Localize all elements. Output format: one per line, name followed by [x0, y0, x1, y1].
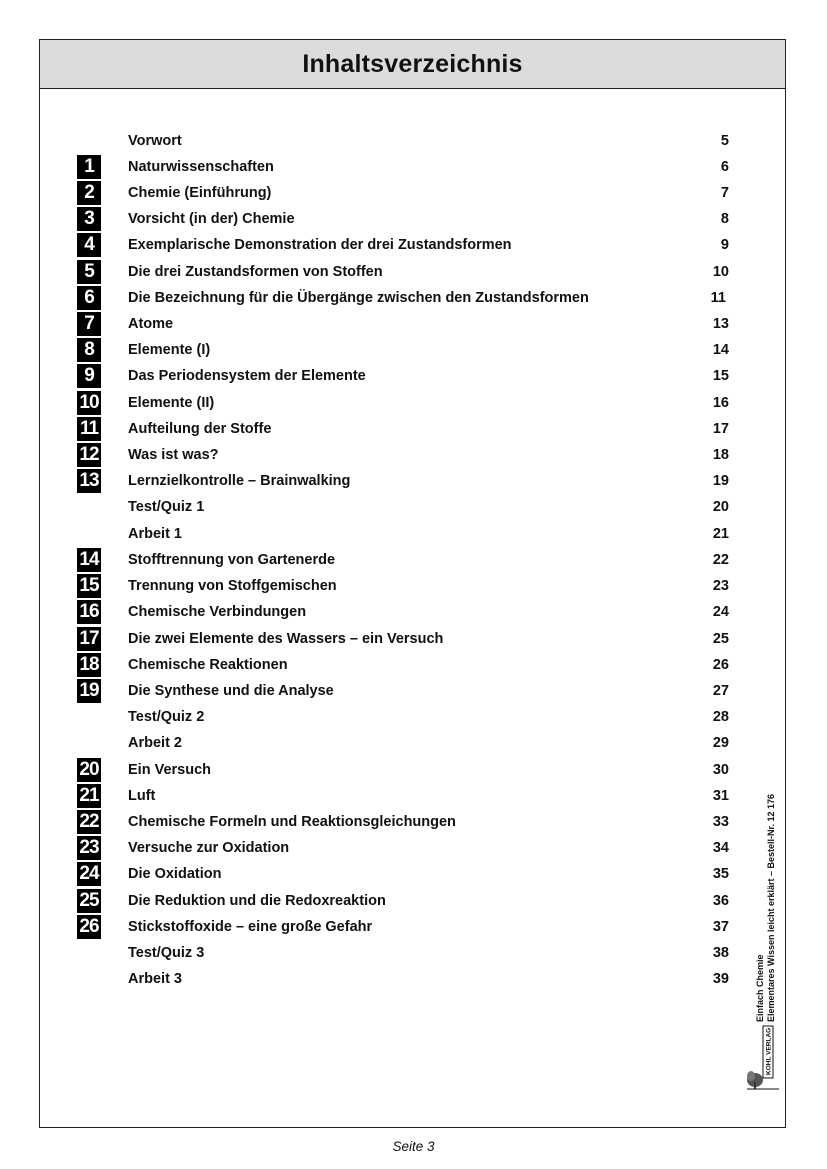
chapter-number-badge: 11: [77, 417, 101, 441]
toc-entry: [40, 654, 785, 680]
toc-entry-page: 19: [712, 473, 729, 489]
toc-entry: [40, 156, 785, 182]
chapter-number-badge: 26: [77, 915, 101, 939]
toc-entry: [40, 261, 785, 287]
chapter-number-badge: 19: [77, 679, 101, 703]
toc-entry-title: Die Synthese und die Analyse: [128, 683, 334, 699]
toc-entry: [40, 759, 785, 785]
toc-entry-page: 11: [710, 290, 726, 306]
chapter-number-badge: 21: [77, 784, 101, 808]
toc-entry-title: Die Reduktion und die Redoxreaktion: [128, 893, 386, 909]
chapter-number-badge: 18: [77, 653, 101, 677]
page-frame: [39, 39, 786, 1128]
toc-entry-page: 24: [712, 604, 729, 620]
toc-entry-page: 39: [712, 971, 729, 987]
toc-entry-page: 34: [712, 840, 729, 856]
page-title: Inhaltsverzeichnis: [302, 49, 523, 78]
toc-entry-page: 9: [720, 237, 729, 253]
toc-entry: [40, 680, 785, 706]
toc-entry-page: 7: [720, 185, 729, 201]
toc-entry-page: 6: [720, 159, 729, 175]
toc-entry-page: 20: [712, 499, 729, 515]
side-caption: [745, 760, 785, 1022]
toc-entry: [40, 811, 785, 837]
toc-entry-page: 5: [720, 133, 729, 149]
publisher-logo: [743, 1020, 783, 1090]
toc-entry-title: Arbeit 3: [128, 971, 182, 987]
tree-logo-icon: [743, 1020, 783, 1090]
toc-entry-page: 8: [720, 211, 729, 227]
toc-entry-title: Die drei Zustandsformen von Stoffen: [128, 264, 383, 280]
toc-entry: [40, 339, 785, 365]
toc-entry-title: Test/Quiz 3: [128, 945, 205, 961]
toc-entry-title: Stofftrennung von Gartenerde: [128, 552, 336, 568]
toc-entry-title: Luft: [128, 788, 156, 804]
toc-entry: [40, 968, 785, 994]
toc-entry-page: 14: [712, 342, 729, 358]
chapter-number-badge: 15: [77, 574, 101, 598]
chapter-number-badge: 20: [77, 758, 101, 782]
toc-entry: [40, 916, 785, 942]
toc-entry-page: 27: [712, 683, 729, 699]
toc-entry-title: Naturwissenschaften: [128, 159, 274, 175]
toc-entry: [40, 365, 785, 391]
side-caption-line2: Elementares Wissen leicht erklärt – Bestell-Nr. 12 176: [766, 793, 776, 1022]
chapter-number-badge: 2: [77, 181, 101, 205]
toc-entry-title: Aufteilung der Stoffe: [128, 421, 272, 437]
toc-entry: [40, 287, 785, 313]
toc-entry: [40, 942, 785, 968]
toc-entry-title: Versuche zur Oxidation: [128, 840, 290, 856]
toc-entry: [40, 470, 785, 496]
chapter-number-badge: 1: [77, 155, 101, 179]
toc-entry-page: 33: [712, 814, 729, 830]
toc-entry-page: 25: [712, 631, 729, 647]
toc-entry: [40, 496, 785, 522]
toc-entry-title: Elemente (I): [128, 342, 211, 358]
chapter-number-badge: 22: [77, 810, 101, 834]
toc-entry-page: 13: [712, 316, 729, 332]
toc-entry-page: 29: [712, 735, 729, 751]
publisher-name: KOHL VERLAG: [765, 1027, 773, 1075]
toc-entry-title: Trennung von Stoffgemischen: [128, 578, 337, 594]
page-number-footer: Seite 3: [392, 1139, 435, 1154]
toc-entry-page: 23: [712, 578, 729, 594]
toc-entry: [40, 575, 785, 601]
chapter-number-badge: 8: [77, 338, 101, 362]
toc-entry-page: 17: [712, 421, 729, 437]
toc-entry: [40, 313, 785, 339]
toc-entry-title: Test/Quiz 2: [128, 709, 205, 725]
chapter-number-badge: 25: [77, 889, 101, 913]
toc-entry: [40, 549, 785, 575]
toc-entry: [40, 234, 785, 260]
chapter-number-badge: 3: [77, 207, 101, 231]
toc-entry: [40, 208, 785, 234]
toc-entry-title: Vorsicht (in der) Chemie: [128, 211, 295, 227]
chapter-number-badge: 17: [77, 627, 101, 651]
chapter-number-badge: 5: [77, 260, 101, 284]
toc-entry-page: 31: [712, 788, 729, 804]
toc-entry: [40, 628, 785, 654]
chapter-number-badge: 14: [77, 548, 101, 572]
toc-entry-title: Die Oxidation: [128, 866, 222, 882]
toc-entry-title: Die Bezeichnung für die Übergänge zwischen den Zustandsformen: [128, 290, 589, 306]
toc-entry: [40, 392, 785, 418]
toc-entry: [40, 444, 785, 470]
toc-entry-title: Vorwort: [128, 133, 182, 149]
title-bar: [40, 40, 785, 89]
toc-entry: [40, 182, 785, 208]
side-caption-line1: Einfach Chemie: [755, 954, 765, 1022]
toc-entry-page: 16: [712, 395, 729, 411]
toc-entry-title: Chemische Verbindungen: [128, 604, 307, 620]
toc-entry: [40, 732, 785, 758]
chapter-number-badge: 24: [77, 862, 101, 886]
toc-entry-title: Die zwei Elemente des Wassers – ein Versuch: [128, 631, 444, 647]
toc-entry: [40, 418, 785, 444]
chapter-number-badge: 9: [77, 364, 101, 388]
toc-entry-title: Chemie (Einführung): [128, 185, 272, 201]
toc-entry-title: Atome: [128, 316, 174, 332]
toc-entry-title: Lernzielkontrolle – Brainwalking: [128, 473, 351, 489]
chapter-number-badge: 12: [77, 443, 101, 467]
toc-entry: [40, 863, 785, 889]
toc-entry-page: 30: [712, 762, 729, 778]
chapter-number-badge: 13: [77, 469, 101, 493]
toc-entry-page: 37: [712, 919, 729, 935]
toc-entry: [40, 785, 785, 811]
toc-entry-page: 22: [712, 552, 729, 568]
toc-entry-title: Stickstoffoxide – eine große Gefahr: [128, 919, 373, 935]
toc-entry-title: Ein Versuch: [128, 762, 212, 778]
toc-entry-title: Chemische Formeln und Reaktionsgleichungen: [128, 814, 456, 830]
toc-entry-title: Das Periodensystem der Elemente: [128, 368, 366, 384]
toc-entry-title: Was ist was?: [128, 447, 219, 463]
toc-entry-title: Test/Quiz 1: [128, 499, 205, 515]
toc-entry-page: 15: [712, 368, 729, 384]
toc-entry-title: Arbeit 1: [128, 526, 182, 542]
toc-entry-title: Arbeit 2: [128, 735, 182, 751]
chapter-number-badge: 16: [77, 600, 101, 624]
toc-entry: [40, 523, 785, 549]
toc-entry: [40, 837, 785, 863]
chapter-number-badge: 4: [77, 233, 101, 257]
toc-entry-title: Elemente (II): [128, 395, 215, 411]
toc-entry-page: 35: [712, 866, 729, 882]
chapter-number-badge: 7: [77, 312, 101, 336]
toc-entry-page: 10: [712, 264, 729, 280]
toc-entry-page: 18: [712, 447, 729, 463]
toc-entry-title: Exemplarische Demonstration der drei Zustandsformen: [128, 237, 512, 253]
chapter-number-badge: 23: [77, 836, 101, 860]
chapter-number-badge: 10: [77, 391, 101, 415]
toc-entry: [40, 130, 785, 156]
toc-entry-page: 21: [712, 526, 729, 542]
chapter-number-badge: 6: [77, 286, 101, 310]
toc-entry: [40, 890, 785, 916]
toc-entry-title: Chemische Reaktionen: [128, 657, 288, 673]
toc-entry-page: 28: [712, 709, 729, 725]
toc-entry-page: 38: [712, 945, 729, 961]
toc-entry-page: 36: [712, 893, 729, 909]
toc-entry: [40, 601, 785, 627]
toc-entry: [40, 706, 785, 732]
toc-entry-page: 26: [712, 657, 729, 673]
